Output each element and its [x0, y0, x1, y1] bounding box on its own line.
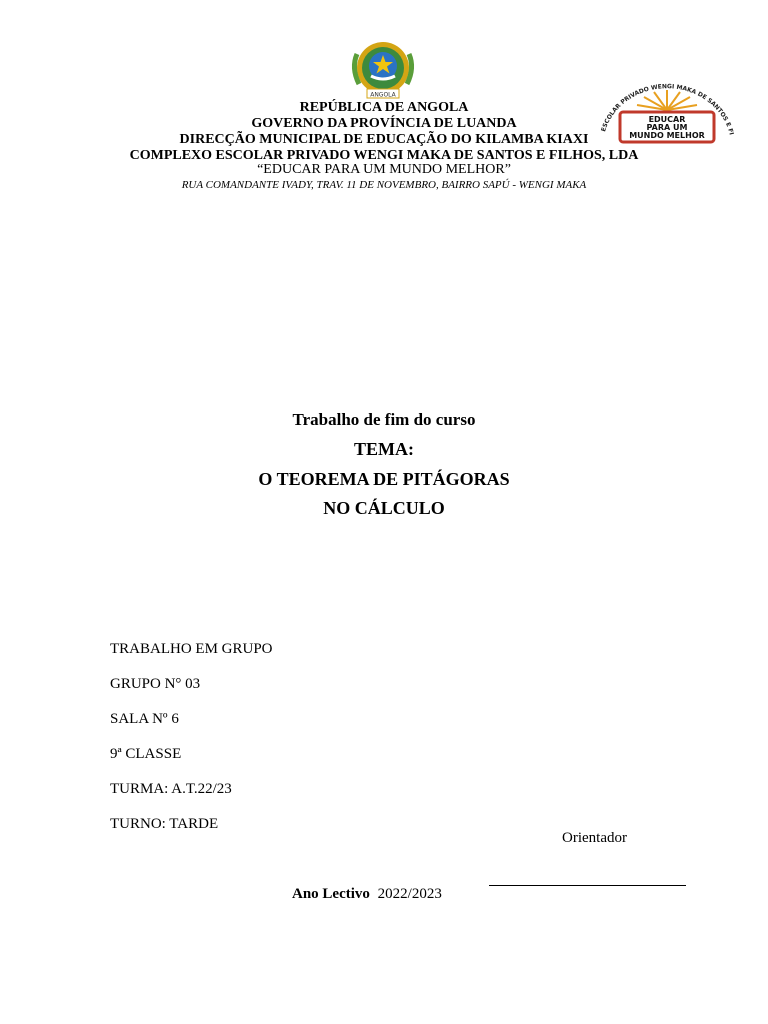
emblem-icon — [345, 40, 421, 102]
info-sala: SALA Nº 6 — [110, 711, 179, 727]
info-trabalho: TRABALHO EM GRUPO — [110, 641, 273, 657]
orientador-label: Orientador — [562, 830, 627, 846]
header-address: RUA COMANDANTE IVADY, TRAV. 11 DE NOVEMBRO, BAIRRO SAPÚ - WENGI MAKA — [181, 179, 587, 191]
info-turno: TURNO: TARDE — [110, 816, 219, 832]
tema-line1: O TEOREMA DE PITÁGORAS — [258, 469, 510, 489]
tema-line2: NO CÁLCULO — [323, 498, 445, 518]
header-republica: REPÚBLICA DE ANGOLA — [299, 100, 469, 115]
angola-emblem — [345, 40, 421, 102]
tema-label: TEMA: — [354, 439, 414, 459]
ano-lectivo-label: Ano Lectivo — [292, 886, 370, 902]
logo-line3: MUNDO MELHOR — [629, 131, 705, 140]
header-motto: “EDUCAR PARA UM MUNDO MELHOR” — [257, 162, 511, 177]
info-grupo: GRUPO N° 03 — [110, 676, 201, 692]
ano-lectivo-value: 2022/2023 — [377, 886, 442, 902]
emblem-banner-text: ANGOLA — [370, 91, 396, 99]
header-direccao: DIRECÇÃO MUNICIPAL DE EDUCAÇÃO DO KILAMBA KIAXI — [179, 132, 589, 147]
logo-arc-text: ESCOLAR PRIVADO WENGI MAKA DE SANTOS E FI — [600, 83, 735, 136]
info-classe: 9ª CLASSE — [110, 746, 182, 762]
header-governo: GOVERNO DA PROVÍNCIA DE LUANDA — [251, 116, 517, 131]
info-turma: TURMA: A.T.22/23 — [110, 781, 232, 797]
signature-line — [489, 885, 686, 886]
logo-line2: PARA UM — [646, 123, 688, 132]
ano-lectivo — [292, 886, 442, 903]
subtitle: Trabalho de fim do curso — [292, 410, 476, 429]
header-complexo: COMPLEXO ESCOLAR PRIVADO WENGI MAKA DE SANTOS E FILHOS, LDA — [129, 148, 639, 163]
logo-line1: EDUCAR — [648, 115, 686, 124]
